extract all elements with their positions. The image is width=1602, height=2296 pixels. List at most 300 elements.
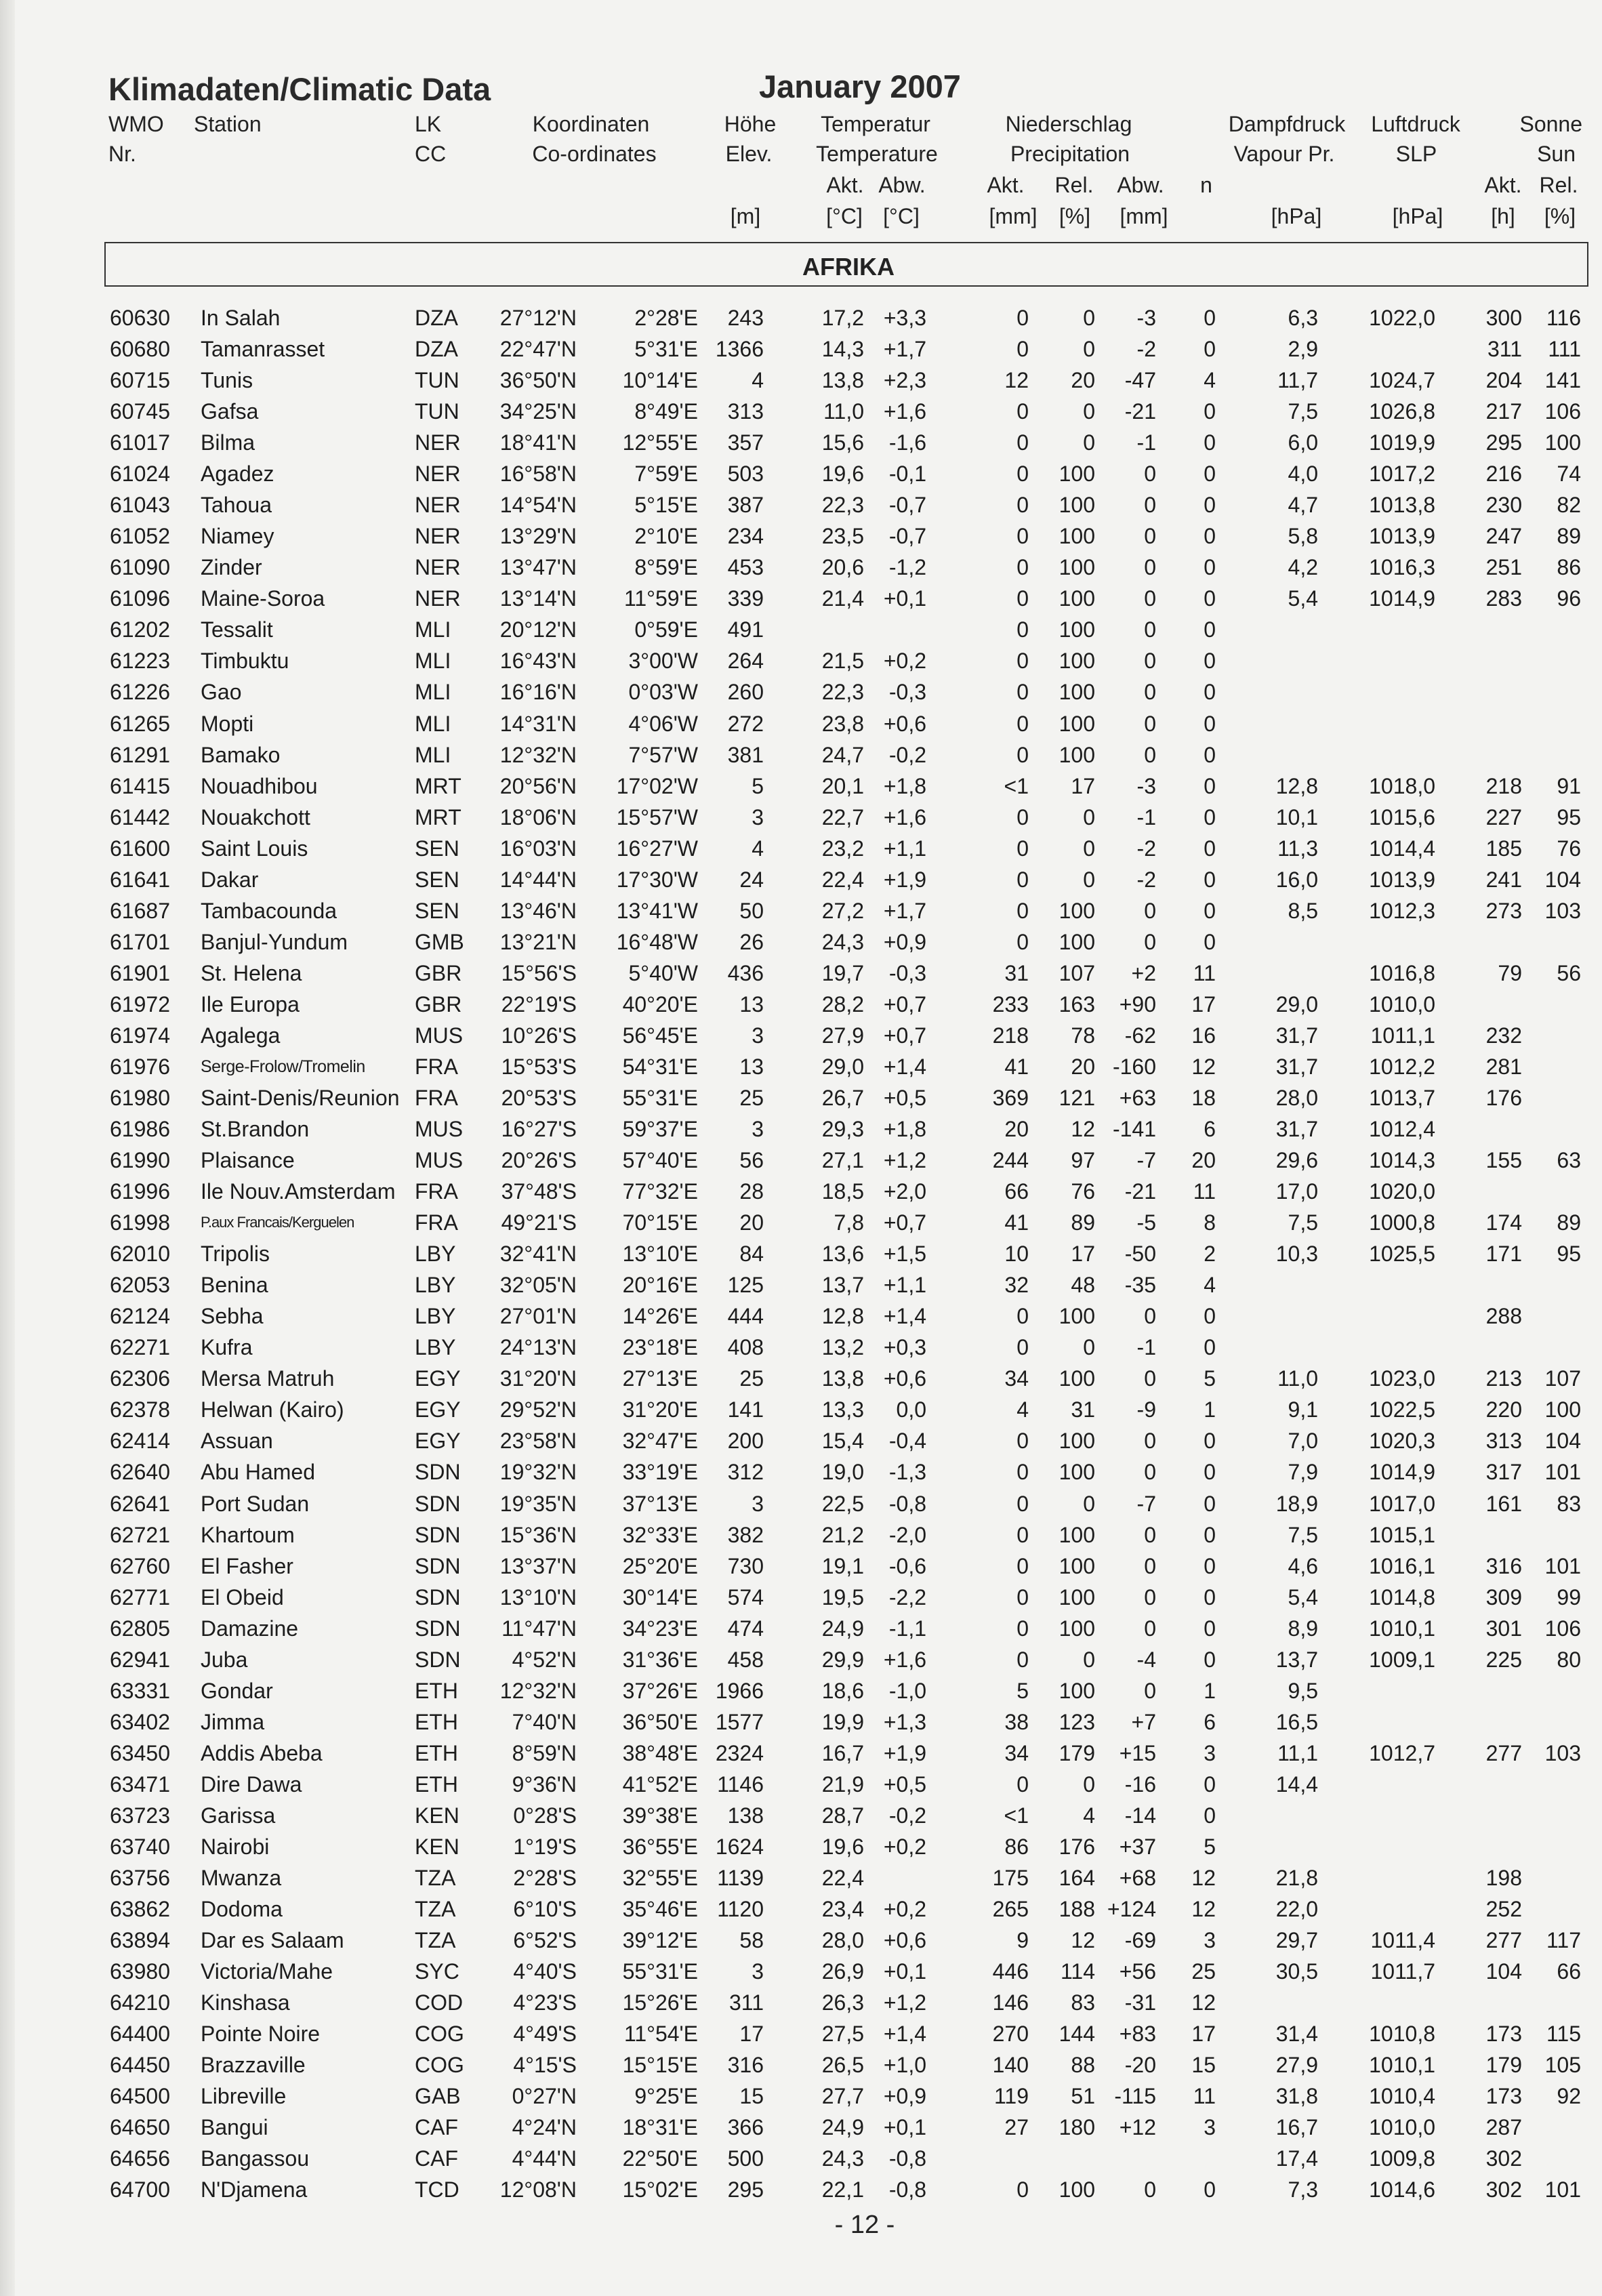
cell-cc: ETH <box>415 1741 458 1765</box>
cell-sun-rel: 100 <box>1544 1397 1581 1422</box>
cell-p-abw: -3 <box>1136 774 1156 798</box>
table-row <box>0 2049 1602 2080</box>
cell-t-akt: 17,2 <box>821 306 864 330</box>
cell-lon: 10°14'E <box>622 368 698 392</box>
cell-cc: LBY <box>415 1335 456 1359</box>
cell-p-akt: 140 <box>992 2053 1029 2077</box>
hdr-unit-h: [h] <box>1491 204 1515 228</box>
hdr-unit-mm-abw: [mm] <box>1120 204 1168 228</box>
hdr-temperature: Temperature <box>816 142 938 166</box>
cell-station: Gafsa <box>201 399 259 424</box>
cell-sun-rel: 74 <box>1557 462 1581 486</box>
cell-lon: 25°20'E <box>622 1554 698 1578</box>
table-row <box>0 1551 1602 1582</box>
cell-station: El Obeid <box>201 1585 284 1610</box>
hdr-n: n <box>1200 173 1212 197</box>
cell-t-akt: 23,4 <box>821 1897 864 1921</box>
cell-p-abw: -50 <box>1124 1242 1156 1266</box>
cell-sun-akt: 311 <box>1487 337 1522 361</box>
cell-n: 5 <box>1204 1834 1216 1859</box>
cell-station: Bilma <box>201 430 255 455</box>
cell-n: 0 <box>1204 649 1216 673</box>
cell-p-akt: 0 <box>1016 493 1029 517</box>
cell-sun-rel: 76 <box>1557 836 1581 861</box>
cell-sun-rel: 95 <box>1557 805 1581 829</box>
cell-p-akt: 0 <box>1016 712 1029 736</box>
cell-slp: 1000,8 <box>1369 1210 1435 1235</box>
cell-t-abw: -0,2 <box>888 1803 926 1828</box>
cell-station: Mwanza <box>201 1866 282 1890</box>
cell-wmo: 63740 <box>110 1834 170 1859</box>
cell-t-abw: -1,0 <box>888 1679 926 1703</box>
cell-sun-akt: 173 <box>1485 2084 1522 2108</box>
cell-n: 0 <box>1204 1554 1216 1578</box>
cell-t-akt: 22,5 <box>821 1492 864 1516</box>
cell-p-abw: 0 <box>1144 1366 1156 1391</box>
cell-n: 0 <box>1204 899 1216 923</box>
cell-t-abw: -1,1 <box>888 1616 926 1641</box>
table-row <box>0 552 1602 583</box>
cell-sun-akt: 251 <box>1485 555 1522 579</box>
hdr-temperatur: Temperatur <box>821 112 930 136</box>
cell-t-abw: +0,7 <box>883 1210 926 1235</box>
cell-lat: 15°36'N <box>499 1523 577 1547</box>
cell-lon: 31°20'E <box>622 1397 698 1422</box>
cell-cc: TZA <box>415 1897 456 1921</box>
cell-t-akt: 26,9 <box>821 1959 864 1984</box>
cell-lon: 5°40'W <box>628 961 698 985</box>
cell-lon: 15°15'E <box>622 2053 698 2077</box>
cell-t-akt: 7,8 <box>834 1210 864 1235</box>
cell-t-abw: -1,2 <box>888 555 926 579</box>
cell-t-akt: 27,5 <box>821 2022 864 2046</box>
cell-n: 0 <box>1204 1616 1216 1641</box>
cell-sun-rel: 99 <box>1557 1585 1581 1610</box>
cell-p-akt: 0 <box>1016 1492 1029 1516</box>
cell-station: Benina <box>201 1273 268 1297</box>
cell-cc: TCD <box>415 2177 459 2202</box>
cell-lon: 18°31'E <box>622 2115 698 2139</box>
cell-sun-rel: 82 <box>1557 493 1581 517</box>
cell-t-abw: -0,3 <box>888 680 926 704</box>
cell-wmo: 61226 <box>110 680 170 704</box>
hdr-wmo: WMO <box>108 112 164 136</box>
cell-wmo: 61980 <box>110 1086 170 1110</box>
cell-cc: SDN <box>415 1492 461 1516</box>
document-period: January 2007 <box>759 68 961 104</box>
cell-n: 0 <box>1204 836 1216 861</box>
cell-t-abw: -0,7 <box>888 524 926 548</box>
cell-sun-akt: 309 <box>1485 1585 1522 1610</box>
cell-vapour: 9,5 <box>1288 1679 1318 1703</box>
cell-cc: COG <box>415 2022 464 2046</box>
table-row <box>0 2018 1602 2049</box>
cell-p-rel: 176 <box>1059 1834 1095 1859</box>
cell-wmo: 61090 <box>110 555 170 579</box>
cell-p-rel: 0 <box>1083 867 1095 892</box>
cell-sun-rel: 116 <box>1546 306 1581 330</box>
cell-lat: 16°58'N <box>499 462 577 486</box>
table-row <box>0 583 1602 614</box>
table-row <box>0 1800 1602 1831</box>
cell-cc: SEN <box>415 899 459 923</box>
cell-lat: 4°52'N <box>512 1647 577 1672</box>
cell-t-abw: -0,3 <box>888 961 926 985</box>
cell-station: Saint Louis <box>201 836 308 861</box>
cell-elev: 357 <box>727 430 764 455</box>
hdr-temp-abw: Abw. <box>878 173 926 197</box>
cell-slp: 1012,2 <box>1369 1054 1435 1079</box>
cell-wmo: 61998 <box>110 1210 170 1235</box>
cell-n: 0 <box>1204 743 1216 767</box>
cell-t-akt: 26,7 <box>821 1086 864 1110</box>
cell-lon: 20°16'E <box>622 1273 698 1297</box>
table-row <box>0 1113 1602 1145</box>
cell-lon: 12°55'E <box>622 430 698 455</box>
cell-sun-akt: 173 <box>1485 2022 1522 2046</box>
cell-slp: 1016,3 <box>1369 555 1435 579</box>
cell-t-abw: +1,0 <box>883 2053 926 2077</box>
cell-vapour: 16,5 <box>1275 1710 1318 1734</box>
cell-station: Mersa Matruh <box>201 1366 335 1391</box>
cell-lat: 19°32'N <box>499 1460 577 1484</box>
table-row <box>0 1332 1602 1363</box>
cell-t-akt: 19,6 <box>821 1834 864 1859</box>
cell-lon: 0°59'E <box>634 617 698 642</box>
cell-slp: 1011,4 <box>1370 1928 1435 1952</box>
cell-sun-akt: 227 <box>1485 805 1522 829</box>
cell-lat: 4°49'S <box>513 2022 577 2046</box>
cell-elev: 339 <box>727 586 764 611</box>
cell-n: 12 <box>1191 1990 1216 2015</box>
cell-lon: 23°18'E <box>622 1335 698 1359</box>
cell-station: Damazine <box>201 1616 299 1641</box>
cell-p-akt: 0 <box>1016 306 1029 330</box>
cell-wmo: 62941 <box>110 1647 170 1672</box>
cell-slp: 1024,7 <box>1369 368 1435 392</box>
cell-lon: 77°32'E <box>622 1179 698 1204</box>
cell-t-abw: +0,9 <box>883 930 926 954</box>
cell-vapour: 22,0 <box>1275 1897 1318 1921</box>
cell-cc: GBR <box>415 992 462 1017</box>
cell-sun-rel: 104 <box>1544 1429 1581 1453</box>
hdr-prec-akt: Akt. <box>987 173 1025 197</box>
cell-p-abw: -1 <box>1136 430 1156 455</box>
hdr-unit-c-abw: [°C] <box>883 204 920 228</box>
cell-p-rel: 100 <box>1059 1429 1095 1453</box>
cell-t-abw: -0,7 <box>888 493 926 517</box>
cell-lat: 13°37'N <box>499 1554 577 1578</box>
cell-lon: 11°54'E <box>623 2022 698 2046</box>
cell-p-rel: 0 <box>1083 337 1095 361</box>
cell-p-rel: 97 <box>1071 1148 1095 1172</box>
cell-wmo: 64700 <box>110 2177 170 2202</box>
cell-t-akt: 22,4 <box>821 867 864 892</box>
cell-sun-akt: 273 <box>1485 899 1522 923</box>
cell-n: 0 <box>1204 1585 1216 1610</box>
cell-cc: DZA <box>415 337 458 361</box>
cell-vapour: 21,8 <box>1275 1866 1318 1890</box>
cell-station: Port Sudan <box>201 1492 310 1516</box>
cell-p-rel: 100 <box>1059 617 1095 642</box>
cell-cc: TUN <box>415 368 459 392</box>
cell-station: Tambacounda <box>201 899 337 923</box>
cell-p-abw: 0 <box>1144 743 1156 767</box>
cell-cc: SDN <box>415 1585 461 1610</box>
cell-wmo: 62010 <box>110 1242 170 1266</box>
cell-p-rel: 100 <box>1059 462 1095 486</box>
cell-station: Kufra <box>201 1335 253 1359</box>
cell-wmo: 63723 <box>110 1803 170 1828</box>
cell-vapour: 31,7 <box>1275 1117 1318 1141</box>
cell-sun-akt: 161 <box>1485 1492 1522 1516</box>
cell-lon: 59°37'E <box>622 1117 698 1141</box>
cell-p-rel: 100 <box>1059 930 1095 954</box>
cell-p-rel: 0 <box>1083 1492 1095 1516</box>
cell-lat: 22°47'N <box>499 337 577 361</box>
cell-lon: 4°06'W <box>628 712 698 736</box>
table-row <box>0 2112 1602 2143</box>
hdr-vapour: Vapour Pr. <box>1233 142 1335 166</box>
cell-wmo: 62378 <box>110 1397 170 1422</box>
cell-elev: 474 <box>727 1616 764 1641</box>
hdr-prec-abw: Abw. <box>1117 173 1164 197</box>
cell-vapour: 9,1 <box>1288 1397 1318 1422</box>
cell-elev: 491 <box>727 617 764 642</box>
cell-station: Serge-Frolow/Tromelin <box>201 1057 365 1076</box>
cell-cc: SDN <box>415 1523 461 1547</box>
cell-slp: 1022,5 <box>1369 1397 1435 1422</box>
cell-t-akt: 21,5 <box>821 649 864 673</box>
cell-p-abw: +2 <box>1131 961 1156 985</box>
cell-p-abw: -21 <box>1124 1179 1156 1204</box>
cell-vapour: 31,7 <box>1275 1054 1318 1079</box>
cell-lat: 31°20'N <box>499 1366 577 1391</box>
cell-sun-rel: 56 <box>1557 961 1581 985</box>
cell-p-akt: 20 <box>1004 1117 1029 1141</box>
cell-lon: 17°30'W <box>616 867 698 892</box>
hdr-unit-m: [m] <box>730 204 761 228</box>
cell-p-abw: +83 <box>1119 2022 1156 2046</box>
cell-slp: 1017,2 <box>1369 462 1435 486</box>
cell-t-akt: 13,3 <box>821 1397 864 1422</box>
cell-wmo: 62271 <box>110 1335 170 1359</box>
table-row <box>0 1925 1602 1956</box>
cell-p-akt: 0 <box>1016 805 1029 829</box>
cell-cc: MLI <box>415 743 451 767</box>
cell-p-akt: 0 <box>1016 1585 1029 1610</box>
cell-p-rel: 100 <box>1059 712 1095 736</box>
cell-lon: 22°50'E <box>622 2146 698 2171</box>
cell-wmo: 63331 <box>110 1679 170 1703</box>
cell-p-rel: 100 <box>1059 899 1095 923</box>
cell-cc: DZA <box>415 306 458 330</box>
cell-n: 3 <box>1204 2115 1216 2139</box>
table-row <box>0 1613 1602 1644</box>
cell-p-abw: -62 <box>1124 1023 1156 1048</box>
cell-slp: 1014,3 <box>1369 1148 1435 1172</box>
cell-t-akt: 12,8 <box>821 1304 864 1328</box>
table-row <box>0 1394 1602 1425</box>
cell-p-abw: +124 <box>1107 1897 1156 1921</box>
cell-slp: 1017,0 <box>1369 1492 1435 1516</box>
cell-p-akt: 0 <box>1016 462 1029 486</box>
cell-p-rel: 4 <box>1083 1803 1095 1828</box>
cell-p-abw: -14 <box>1124 1803 1156 1828</box>
cell-slp: 1010,1 <box>1369 2053 1435 2077</box>
cell-p-abw: -16 <box>1124 1772 1156 1797</box>
cell-p-rel: 100 <box>1059 555 1095 579</box>
cell-t-akt: 21,9 <box>821 1772 864 1797</box>
cell-vapour: 17,4 <box>1275 2146 1318 2171</box>
cell-p-rel: 89 <box>1071 1210 1095 1235</box>
table-row <box>0 1893 1602 1925</box>
cell-sun-rel: 101 <box>1544 1460 1581 1484</box>
cell-sun-akt: 104 <box>1485 1959 1522 1984</box>
cell-elev: 26 <box>739 930 764 954</box>
table-row <box>0 1956 1602 1987</box>
cell-t-abw: -2,2 <box>888 1585 926 1610</box>
cell-station: St. Helena <box>201 961 302 985</box>
cell-cc: NER <box>415 430 461 455</box>
cell-n: 0 <box>1204 680 1216 704</box>
cell-elev: 138 <box>727 1803 764 1828</box>
cell-p-rel: 51 <box>1071 2084 1095 2108</box>
cell-p-akt: 31 <box>1004 961 1029 985</box>
cell-station: Bangui <box>201 2115 268 2139</box>
cell-p-akt: 244 <box>992 1148 1029 1172</box>
cell-p-akt: 4 <box>1016 1397 1029 1422</box>
cell-p-rel: 100 <box>1059 680 1095 704</box>
cell-wmo: 61291 <box>110 743 170 767</box>
cell-p-abw: +12 <box>1119 2115 1156 2139</box>
hdr-sonne: Sonne <box>1519 112 1582 136</box>
cell-wmo: 63756 <box>110 1866 170 1890</box>
cell-n: 0 <box>1204 1772 1216 1797</box>
cell-n: 18 <box>1191 1086 1216 1110</box>
cell-p-abw: 0 <box>1144 493 1156 517</box>
cell-sun-rel: 103 <box>1544 1741 1581 1765</box>
cell-n: 1 <box>1204 1679 1216 1703</box>
cell-elev: 3 <box>752 1117 764 1141</box>
table-row <box>0 1425 1602 1456</box>
cell-wmo: 60630 <box>110 306 170 330</box>
cell-cc: GBR <box>415 961 462 985</box>
table-row <box>0 1145 1602 1176</box>
cell-t-akt: 26,5 <box>821 2053 864 2077</box>
cell-p-abw: -21 <box>1124 399 1156 424</box>
cell-lat: 24°13'N <box>499 1335 577 1359</box>
cell-p-rel: 100 <box>1059 1460 1095 1484</box>
cell-p-abw: -20 <box>1124 2053 1156 2077</box>
cell-t-abw: +1,2 <box>883 1990 926 2015</box>
cell-p-abw: -160 <box>1112 1054 1156 1079</box>
cell-t-abw: +0,1 <box>883 1959 926 1984</box>
cell-lat: 23°58'N <box>499 1429 577 1453</box>
cell-sun-akt: 287 <box>1485 2115 1522 2139</box>
cell-cc: SEN <box>415 867 459 892</box>
cell-cc: SDN <box>415 1554 461 1578</box>
cell-sun-rel: 103 <box>1544 899 1581 923</box>
cell-p-akt: 0 <box>1016 1429 1029 1453</box>
cell-cc: KEN <box>415 1803 459 1828</box>
cell-t-abw: +0,2 <box>883 649 926 673</box>
cell-lon: 32°33'E <box>622 1523 698 1547</box>
cell-p-abw: +15 <box>1119 1741 1156 1765</box>
table-row <box>0 1769 1602 1800</box>
cell-n: 4 <box>1204 1273 1216 1297</box>
table-row <box>0 1738 1602 1769</box>
cell-station: Agadez <box>201 462 274 486</box>
cell-n: 0 <box>1204 930 1216 954</box>
cell-sun-akt: 217 <box>1485 399 1522 424</box>
cell-lon: 33°19'E <box>622 1460 698 1484</box>
cell-lat: 20°56'N <box>499 774 577 798</box>
cell-elev: 56 <box>739 1148 764 1172</box>
hdr-station: Station <box>194 112 262 136</box>
cell-lon: 0°03'W <box>628 680 698 704</box>
cell-lat: 8°59'N <box>512 1741 577 1765</box>
cell-elev: 444 <box>727 1304 764 1328</box>
cell-wmo: 61976 <box>110 1054 170 1079</box>
cell-cc: FRA <box>415 1179 458 1204</box>
cell-cc: COG <box>415 2053 464 2077</box>
cell-t-abw: +1,9 <box>883 867 926 892</box>
cell-sun-rel: 117 <box>1546 1928 1581 1952</box>
cell-station: Tahoua <box>201 493 272 517</box>
cell-t-akt: 16,7 <box>821 1741 864 1765</box>
cell-lat: 6°52'S <box>513 1928 577 1952</box>
cell-t-akt: 28,2 <box>821 992 864 1017</box>
cell-n: 3 <box>1204 1928 1216 1952</box>
cell-t-abw: +0,1 <box>883 586 926 611</box>
cell-t-abw: +1,4 <box>883 1054 926 1079</box>
cell-t-akt: 19,9 <box>821 1710 864 1734</box>
cell-p-abw: +56 <box>1119 1959 1156 1984</box>
cell-vapour: 2,9 <box>1288 337 1318 361</box>
cell-p-abw: 0 <box>1144 1304 1156 1328</box>
cell-wmo: 61223 <box>110 649 170 673</box>
cell-t-abw: +0,5 <box>883 1772 926 1797</box>
cell-vapour: 29,7 <box>1275 1928 1318 1952</box>
cell-elev: 1577 <box>715 1710 764 1734</box>
cell-n: 17 <box>1191 992 1216 1017</box>
cell-lon: 31°36'E <box>622 1647 698 1672</box>
cell-p-abw: 0 <box>1144 930 1156 954</box>
cell-elev: 295 <box>727 2177 764 2202</box>
cell-cc: FRA <box>415 1210 458 1235</box>
cell-p-akt: 0 <box>1016 836 1029 861</box>
cell-elev: 311 <box>728 1990 764 2015</box>
cell-wmo: 61052 <box>110 524 170 548</box>
cell-lat: 4°15'S <box>513 2053 577 2077</box>
cell-cc: KEN <box>415 1834 459 1859</box>
cell-cc: EGY <box>415 1397 461 1422</box>
cell-t-abw: +0,9 <box>883 2084 926 2108</box>
table-row <box>0 1176 1602 1207</box>
cell-t-akt: 19,0 <box>821 1460 864 1484</box>
cell-p-rel: 0 <box>1083 430 1095 455</box>
cell-t-akt: 13,6 <box>821 1242 864 1266</box>
cell-n: 0 <box>1204 1492 1216 1516</box>
cell-n: 8 <box>1204 1210 1216 1235</box>
cell-elev: 58 <box>739 1928 764 1952</box>
cell-elev: 141 <box>727 1397 764 1422</box>
cell-p-rel: 0 <box>1083 1647 1095 1672</box>
cell-vapour: 5,4 <box>1288 1585 1318 1610</box>
cell-elev: 500 <box>727 2146 764 2171</box>
cell-station: Jimma <box>201 1710 265 1734</box>
